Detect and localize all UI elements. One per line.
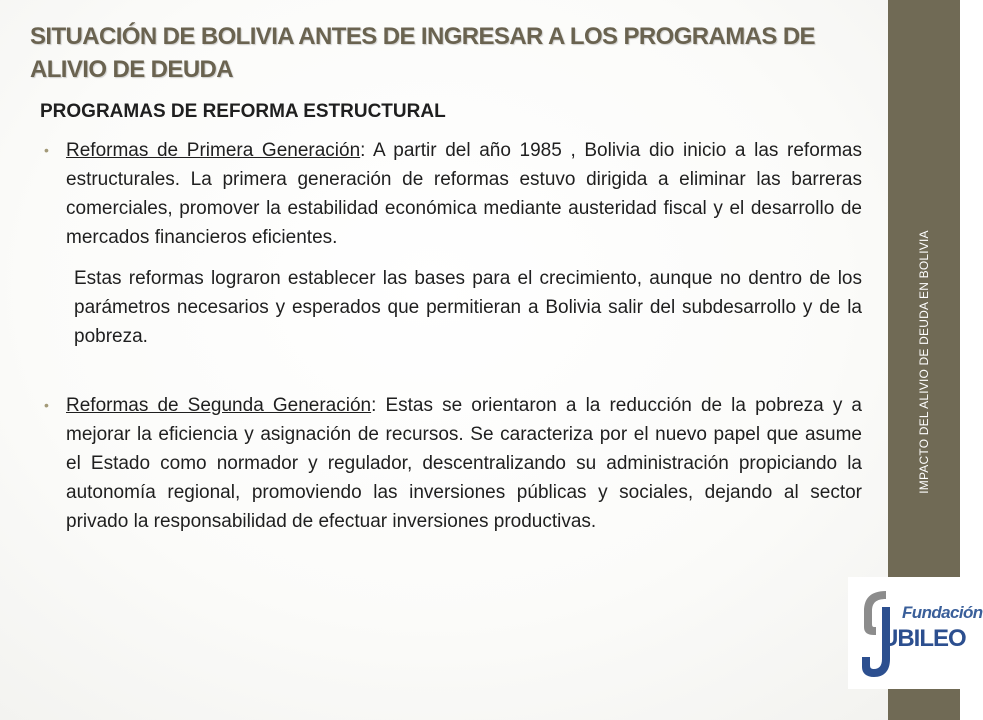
bullet-text: : A partir del año 1985 , Bolivia dio inicio a las reformas estructurales. La primera generación de reformas estuvo dirigida a eliminar las barreras comerciales, promover la estabilidad económica mediante austeridad fiscal y el desarrollo de mercados financieros eficientes.: [66, 140, 862, 248]
section-subheading: PROGRAMAS DE REFORMA ESTRUCTURAL: [40, 101, 446, 122]
bullet-term: Reformas de Segunda Generación: [66, 395, 372, 416]
bullet-dot-icon: [44, 391, 49, 420]
slide-content: [40, 98, 862, 536]
fundacion-jubileo-logo: [848, 577, 983, 689]
bullet-term: Reformas de Primera Generación: [66, 140, 361, 161]
logo-text-bottom: UBILEO: [881, 625, 966, 652]
bullet-dot-icon: [44, 136, 49, 165]
logo-text-top: Fundación: [902, 603, 983, 622]
sidebar-label: IMPACTO DEL ALIVIO DE DEUDA EN BOLIVIA: [917, 230, 931, 494]
bullet-followup-paragraph: Estas reformas lograron establecer las bases para el crecimiento, aunque no dentro de los parámetros necesarios y esperados que permitieran a Bolivia salir del subdesarrollo y de la pobreza.: [74, 268, 862, 347]
bullet-text: : Estas se orientaron a la reducción de la pobreza y a mejorar la eficiencia y asignación de recursos. Se caracteriza por el nuevo papel que asume el Estado como normador y regulador, descentralizando su administración propiciando la autonomía regional, promoviendo las inversiones públicas y sociales, dejando al sector privado la responsabilidad de efectuar inversiones productivas.: [66, 395, 862, 532]
bullet-second-generation: [40, 391, 862, 536]
bullet-first-generation: [40, 136, 862, 252]
slide-title: SITUACIÓN DE BOLIVIA ANTES DE INGRESAR A LOS PROGRAMAS DE ALIVIO DE DEUDA: [30, 23, 815, 83]
